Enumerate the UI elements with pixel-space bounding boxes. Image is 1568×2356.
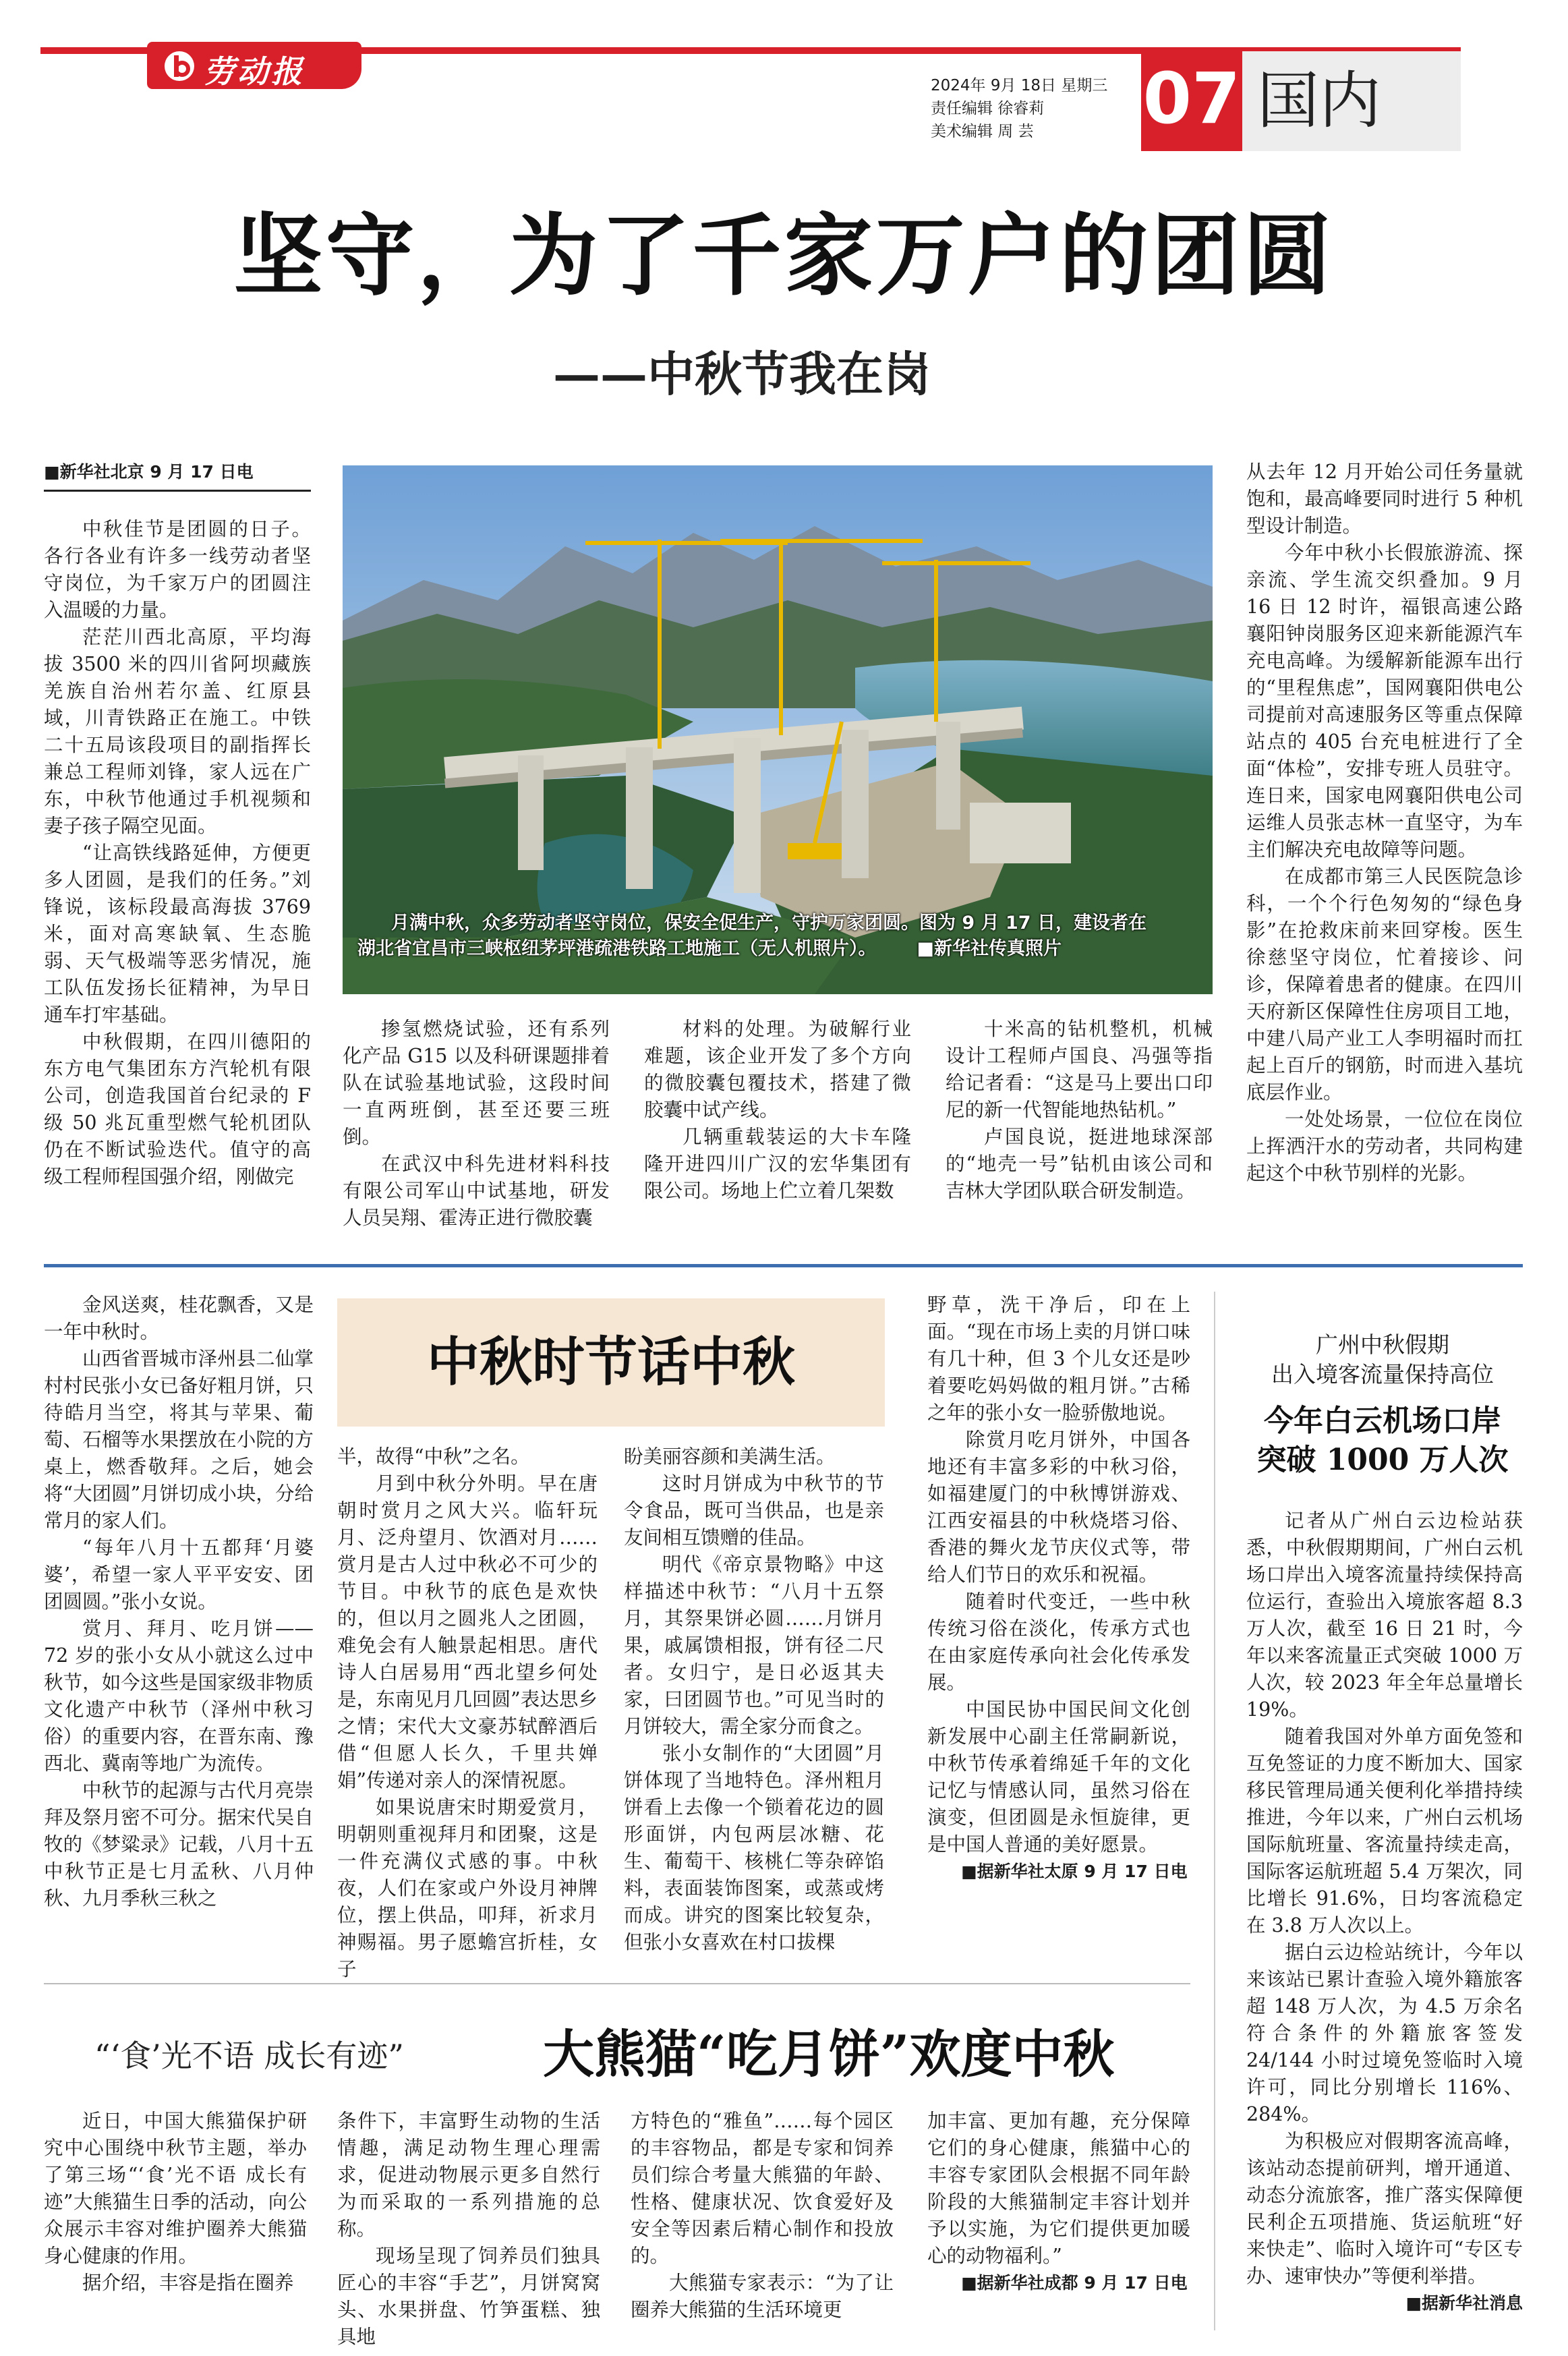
- story2-column-2: [337, 1443, 598, 1983]
- paragraph: 如果说唐宋时期爱赏月，明朝则重视拜月和团聚，这是一件充满仪式感的事。中秋夜，人们在家或户外设月神牌位，摆上供品，叩拜，祈求月神赐福。男子愿蟾宫折桂，女子: [337, 1796, 598, 1980]
- story3-kicker: “‘食’光不语 成长有迹”: [94, 2038, 404, 2074]
- paragraph: 方特色的“雅鱼”……每个园区的丰容物品，都是专家和饲养员们综合考量大熊猫的年龄、性格、健康状况、饮食爱好及安全等因素后精心制作和投放的。: [631, 2110, 894, 2267]
- story2-credit: ■据新华社太原 9 月 17 日电: [961, 1862, 1188, 1881]
- paragraph: 材料的处理。为破解行业难题，该企业开发了多个方向的微胶囊包覆技术，搭建了微胶囊中试产线。: [644, 1018, 911, 1121]
- paragraph: 据白云边检站统计，今年以来该站已累计查验入境外籍旅客超 148 万人次，为 4.5 万余名符合条件的外籍旅客签发 24/144 小时过境免签临时入境许可，同比分别增长 116%、284%。: [1246, 1941, 1523, 2125]
- section-block: [1242, 51, 1461, 151]
- paragraph: 随着我国对外单方面免签和互免签证的力度不断加大、国家移民管理局通关便利化举措持续推进，今年以来，广州白云机场国际航班量、客流量持续走高，国际客运航班超 5.4 万架次，同比增长 91.6%，日均客流稳定在 3.8 万人次以上。: [1246, 1725, 1523, 1936]
- paragraph: “让高铁线路延伸，方便更多人团圆，是我们的任务。”刘锋说，该标段最高海拔 3769 米，面对高寒缺氧、生态脆弱、天气极端等恶劣情况，施工队伍发扬长征精神，为早日通车打牢基础。: [44, 842, 311, 1026]
- paragraph: 张小女制作的“大团圆”月饼体现了当地特色。泽州粗月饼看上去像一个锁着花边的圆形面饼，内包两层冰糖、花生、葡萄干、核桃仁等杂碎馅料，表面装饰图案，或蒸或烤而成。讲究的图案比较复杂，但张小女喜欢在村口拔棵: [624, 1742, 884, 1953]
- logo-mark-icon: [162, 49, 197, 84]
- section-divider: [44, 1264, 1523, 1267]
- story1-column-5: [1246, 459, 1523, 1187]
- paragraph: 今年中秋小长假旅游流、探亲流、学生流交织叠加。9 月 16 日 12 时许，福银高速公路襄阳钟岗服务区迎来新能源汽车充电高峰。为缓解新能源车出行的“里程焦虑”，国网襄阳供电公司提前对高速服务区等重点保障站点的 405 台充电桩进行了全面“体检”，安排专班人员驻守。连日来，国家电网襄阳供电公司运维人员张志林一直坚守，为车主们解决充电故障等问题。: [1246, 542, 1523, 861]
- masthead-red-rule-left: [40, 47, 148, 54]
- story1-photo: [343, 465, 1213, 994]
- photo-caption-line-2: 湖北省宜昌市三峡枢纽茅坪港疏港铁路工地施工（无人机照片）。: [357, 938, 877, 959]
- paragraph: 中秋节的起源与古代月亮崇拜及祭月密不可分。据宋代吴自牧的《梦粱录》记载，八月十五中秋节正是七月孟秋、八月仲秋、九月季秋三秋之: [44, 1779, 314, 1909]
- story3-column-3: [631, 2108, 894, 2324]
- story1-headline: 坚守，为了千家万户的团圆: [233, 204, 1335, 308]
- photo-caption-line-2-wrap: [357, 936, 1207, 962]
- story3-top-rule: [44, 1983, 1190, 1984]
- story3-column-4: [927, 2108, 1190, 2297]
- paragraph: 据介绍，丰容是指在圈养: [82, 2272, 294, 2294]
- story2-column-4: [927, 1292, 1190, 1885]
- paragraph: 现场呈现了饲养员们独具匠心的丰容“手艺”，月饼窝窝头、水果拼盘、竹笋蛋糕、独具地: [337, 2245, 600, 2348]
- responsible-editor: 责任编辑 徐睿莉: [931, 100, 1045, 117]
- story3-credit: ■据新华社成都 9 月 17 日电: [961, 2273, 1188, 2293]
- story3-column-1: [44, 2108, 307, 2297]
- paragraph: 随着时代变迁，一些中秋传统习俗在淡化，传承方式也在由家庭传承向社会化传承发展。: [927, 1590, 1190, 1694]
- paragraph: 茫茫川西北高原，平均海拔 3500 米的四川省阿坝藏族羌族自治州若尔盖、红原县域，川青铁路正在施工。中铁二十五局该段项目的副指挥长兼总工程师刘锋，家人远在广东，中秋节他通过手机视频和妻子孩子隔空见面。: [44, 626, 311, 837]
- paragraph: 中秋佳节是团圆的日子。各行各业有许多一线劳动者坚守岗位，为千家万户的团圆注入温暖的力量。: [44, 518, 311, 621]
- paragraph: 金风送爽，桂花飘香，又是一年中秋时。: [44, 1294, 314, 1343]
- paragraph: 条件下，丰富野生动物的生活情趣，满足动物生理心理需求，促进动物展示更多自然行为而采取的一系列措施的总称。: [337, 2110, 600, 2240]
- paragraph: 在成都市第三人民医院急诊科，一个个行色匆匆的“绿色身影”在抢救床前来回穿梭。医生徐慈坚守岗位，忙着接诊、问诊，保障着患者的健康。在四川天府新区保障性住房项目工地，中建八局产业工人李明福时而扛起上百斤的钢筋，时而进入基坑底层作业。: [1246, 865, 1523, 1103]
- page-number-block: [1141, 51, 1242, 151]
- photo-caption: [357, 911, 1207, 962]
- story4-headline-line-1: 今年白云机场口岸: [1264, 1404, 1501, 1438]
- paragraph: 明代《帝京景物略》中这样描述中秋节：“八月十五祭月，其祭果饼必圆……月饼月果，戚属馈相报，饼有径二尺者。女归宁，是日必返其夫家，曰团圆节也。”可见当时的月饼较大，需全家分而食之。: [624, 1553, 884, 1737]
- masthead-info: [931, 74, 1140, 143]
- section-name: 国内: [1257, 65, 1382, 137]
- story1-dateline: ■新华社北京 9 月 17 日电: [44, 459, 311, 492]
- paragraph: 除赏月吃月饼外，中国各地还有丰富多彩的中秋习俗，如福建厦门的中秋博饼游戏、江西安福县的中秋烧塔习俗、香港的舞火龙节庆仪式等，带给人们节日的欢乐和祝福。: [927, 1429, 1190, 1586]
- paragraph: 山西省晋城市泽州县二仙掌村村民张小女已备好粗月饼，只待皓月当空，将其与苹果、葡萄、石榴等水果摆放在小院的方桌上，燃香敬拜。之后，她会将“大团圆”月饼切成小块，分给常月的家人们。: [44, 1348, 314, 1532]
- paragraph: 记者从广州白云边检站获悉，中秋假期期间，广州白云机场口岸出入境客流量持续保持高位运行，查验出入境旅客超 8.3 万人次，截至 16 日 21 时，今年以来客流量正式突破 1000 万人次，较 2023 年全年总量增长 19%。: [1246, 1510, 1523, 1721]
- paragraph: 月到中秋分外明。早在唐朝时赏月之风大兴。临轩玩月、泛舟望月、饮酒对月……赏月是古人过中秋必不可少的节目。中秋节的底色是欢快的，但以月之圆兆人之团圆，难免会有人触景起相思。唐代诗人白居易用“西北望乡何处是，东南见月几回圆”表达思乡之情；宋代大文豪苏轼醉酒后借“但愿人长久，千里共婵娟”传递对亲人的深情祝愿。: [337, 1472, 598, 1791]
- story2-column-1: [44, 1292, 314, 1912]
- paragraph: 盼美丽容颜和美满生活。: [624, 1445, 836, 1468]
- issue-date: 2024年 9月 18日 星期三: [931, 77, 1108, 94]
- story3-headline: 大熊猫“吃月饼”欢度中秋: [543, 2024, 1115, 2084]
- story1-column-2: [343, 1016, 610, 1232]
- paragraph: 这时月饼成为中秋节的节令食品，既可当供品，也是亲友间相互馈赠的佳品。: [624, 1472, 884, 1549]
- paragraph: 几辆重载装运的大卡车隆隆开进四川广汉的宏华集团有限公司。场地上伫立着几架数: [644, 1126, 911, 1202]
- story1-column-3: [644, 1016, 911, 1205]
- sidebar-rule: [1214, 1292, 1215, 2330]
- paragraph: 野草，洗干净后，印在上面。“现在市场上卖的月饼口味有几十种，但 3 个儿女还是吵着要吃妈妈做的粗月饼。”古稀之年的张小女一脸骄傲地说。: [927, 1294, 1190, 1424]
- photo-credit: ■新华社传真照片: [917, 938, 1062, 959]
- paper-name: 劳动报: [204, 53, 305, 90]
- story1-subheadline: ——中秋节我在岗: [553, 346, 931, 402]
- paragraph: 中秋假期，在四川德阳的东方电气集团东方汽轮机有限公司，创造我国首台纪录的 F 级 50 兆瓦重型燃气轮机团队仍在不断试验迭代。值守的高级工程师程国强介绍，刚做完: [44, 1031, 311, 1188]
- page-number: 07: [1142, 57, 1241, 140]
- story1-column-1: [44, 459, 311, 1190]
- paragraph: “每年八月十五都拜‘月婆婆’，希望一家人平平安安、团团圆圆。”张小女说。: [44, 1536, 314, 1613]
- story4-kicker-line-2: 出入境客流量保持高位: [1271, 1361, 1494, 1387]
- paragraph: 近日，中国大熊猫保护研究中心围绕中秋节主题，举办了第三场“‘食’光不语 成长有迹”大熊猫生日季的活动，向公众展示丰容对维护圈养大熊猫身心健康的作用。: [44, 2110, 307, 2267]
- masthead: [0, 0, 1568, 162]
- story4-body: [1246, 1507, 1523, 2317]
- story4-kicker: [1234, 1330, 1531, 1389]
- paragraph: 加丰富、更加有趣，充分保障它们的身心健康，熊猫中心的丰容专家团队会根据不同年龄阶段的大熊猫制定丰容计划并予以实施，为它们提供更加暖心的动物福利。”: [927, 2110, 1190, 2267]
- paragraph: 十米高的钻机整机，机械设计工程师卢国良、冯强等指给记者看：“这是马上要出口印尼的新一代智能地热钻机。”: [946, 1018, 1213, 1121]
- art-editor: 美术编辑 周 芸: [931, 123, 1034, 140]
- photo-caption-line-1: 月满中秋，众多劳动者坚守岗位，保安全促生产，守护万家团圆。图为 9 月 17 日，建设者在: [391, 913, 1146, 933]
- paragraph: 赏月、拜月、吃月饼——72 岁的张小女从小就这么过中秋节，如今这些是国家级非物质文化遗产中秋节（泽州中秋习俗）的重要内容，在晋东南、豫西北、冀南等地广为流传。: [44, 1617, 314, 1775]
- paragraph: 半，故得“中秋”之名。: [337, 1445, 530, 1468]
- story4-credit: ■据新华社消息: [1405, 2293, 1523, 2313]
- story4-headline: [1234, 1402, 1531, 1480]
- paragraph: 卢国良说，挺进地球深部的“地壳一号”钻机由该公司和吉林大学团队联合研发制造。: [946, 1126, 1213, 1202]
- story2-column-3: [624, 1443, 884, 1956]
- paragraph: 从去年 12 月开始公司任务量就饱和，最高峰要同时进行 5 种机型设计制造。: [1246, 461, 1523, 537]
- story4-kicker-line-1: 广州中秋假期: [1316, 1331, 1449, 1358]
- story2-headline: 中秋时节话中秋: [426, 1331, 795, 1393]
- paragraph: 中国民协中国民间文化创新发展中心副主任常嗣新说，中秋节传承着绵延千年的文化记忆与情感认同，虽然习俗在演变，但团圆是永恒旋律，更是中国人普通的美好愿景。: [927, 1698, 1190, 1856]
- paragraph: 为积极应对假期客流高峰，该站动态提前研判，增开通道、动态分流旅客，推广落实保障便民利企五项措施、货运航班“好来快走”、临时入境许可“专区专办、速审快办”等便利举措。: [1246, 2130, 1523, 2287]
- paper-logo: [147, 42, 361, 89]
- story1-column-4: [946, 1016, 1213, 1205]
- paragraph: 大熊猫专家表示：“为了让圈养大熊猫的生活环境更: [631, 2272, 894, 2321]
- paragraph: 掺氢燃烧试验，还有系列化产品 G15 以及科研课题排着队在试验基地试验，这段时间一直两班倒，甚至还要三班倒。: [343, 1018, 610, 1148]
- story4-headline-line-2: 突破 1000 万人次: [1256, 1443, 1509, 1477]
- story2-headline-box: [337, 1298, 885, 1427]
- paragraph: 在武汉中科先进材料科技有限公司军山中试基地，研发人员吴翔、霍涛正进行微胶囊: [343, 1153, 610, 1229]
- paragraph: 一处处场景，一位位在岗位上挥洒汗水的劳动者，共同构建起这个中秋节别样的光影。: [1246, 1108, 1523, 1184]
- story3-column-2: [337, 2108, 600, 2351]
